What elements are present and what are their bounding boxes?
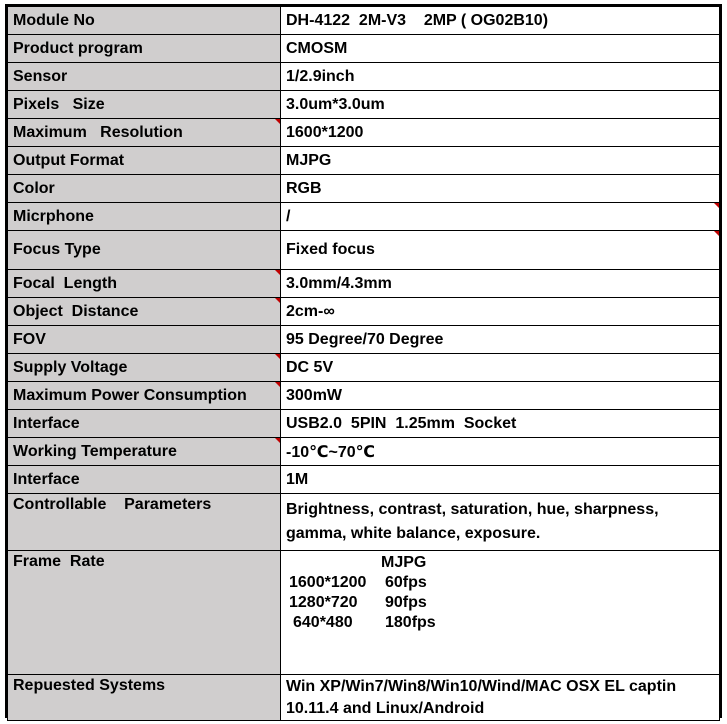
row-label: Sensor: [8, 63, 281, 91]
table-row: [8, 147, 720, 175]
row-value: Brightness, contrast, saturation, hue, sharpness, gamma, white balance, exposure.: [281, 494, 720, 551]
row-value: -10℃~70℃: [281, 438, 720, 466]
row-label: FOV: [8, 326, 281, 354]
table-row: [8, 382, 720, 410]
table-row: [8, 270, 720, 298]
row-value: 300mW: [281, 382, 720, 410]
frame-rate-format: MJPG: [381, 554, 427, 571]
row-value: 1/2.9inch: [281, 63, 720, 91]
row-value: Fixed focus: [281, 231, 720, 270]
table-row: [8, 231, 720, 270]
row-value: USB2.0 5PIN 1.25mm Socket: [281, 410, 720, 438]
row-label: Repuested Systems: [8, 675, 281, 721]
frame-rate-resolution: 1600*1200: [289, 574, 367, 591]
row-value: /: [281, 203, 720, 231]
row-value: 3.0um*3.0um: [281, 91, 720, 119]
row-label: Focus Type: [8, 231, 281, 270]
table-row: [8, 7, 720, 35]
row-label: Interface: [8, 410, 281, 438]
table-row: [8, 119, 720, 147]
frame-rate-resolution: 1280*720: [289, 594, 358, 611]
frame-rate-fps: 90fps: [385, 594, 427, 611]
table-row: [8, 298, 720, 326]
row-label: Focal Length: [8, 270, 281, 298]
row-label: Maximum Power Consumption: [8, 382, 281, 410]
table-row: [8, 203, 720, 231]
row-label: Color: [8, 175, 281, 203]
frame-rate-mode: [286, 613, 714, 633]
row-label: Maximum Resolution: [8, 119, 281, 147]
row-value: DH-4122 2M-V3 2MP ( OG02B10): [281, 7, 720, 35]
table-row: [8, 438, 720, 466]
table-row: [8, 91, 720, 119]
row-value: 3.0mm/4.3mm: [281, 270, 720, 298]
row-value: 1M: [281, 466, 720, 494]
row-label: Interface: [8, 466, 281, 494]
row-value: CMOSM: [281, 35, 720, 63]
row-label: Micrphone: [8, 203, 281, 231]
row-label: Frame Rate: [8, 551, 281, 675]
row-value: MJPG: [281, 147, 720, 175]
frame-rate-fps: 180fps: [385, 614, 436, 631]
table-row: [8, 354, 720, 382]
spec-table: [7, 6, 720, 721]
row-label: Output Format: [8, 147, 281, 175]
table-row: [8, 326, 720, 354]
table-row: [8, 175, 720, 203]
row-label: Pixels Size: [8, 91, 281, 119]
row-label: Module No: [8, 7, 281, 35]
table-row: [8, 551, 720, 675]
row-label: Supply Voltage: [8, 354, 281, 382]
table-row: [8, 466, 720, 494]
frame-rate-fps: 60fps: [385, 574, 427, 591]
table-row: [8, 63, 720, 91]
row-value: 1600*1200: [281, 119, 720, 147]
row-value: 95 Degree/70 Degree: [281, 326, 720, 354]
row-label: Object Distance: [8, 298, 281, 326]
row-value: 2cm-∞: [281, 298, 720, 326]
frame-rate-cell: [281, 551, 720, 675]
frame-rate-mode: [286, 573, 714, 593]
frame-rate-resolution: 640*480: [293, 614, 353, 631]
row-label: Working Temperature: [8, 438, 281, 466]
row-label: Product program: [8, 35, 281, 63]
table-row: [8, 35, 720, 63]
table-row: [8, 410, 720, 438]
table-row: [8, 675, 720, 721]
row-value: DC 5V: [281, 354, 720, 382]
row-value: Win XP/Win7/Win8/Win10/Wind/MAC OSX EL captin 10.11.4 and Linux/Android: [281, 675, 720, 721]
row-label: Controllable Parameters: [8, 494, 281, 551]
table-row: [8, 494, 720, 551]
spec-sheet: [5, 4, 722, 718]
row-value: RGB: [281, 175, 720, 203]
frame-rate-mode: [286, 593, 714, 613]
